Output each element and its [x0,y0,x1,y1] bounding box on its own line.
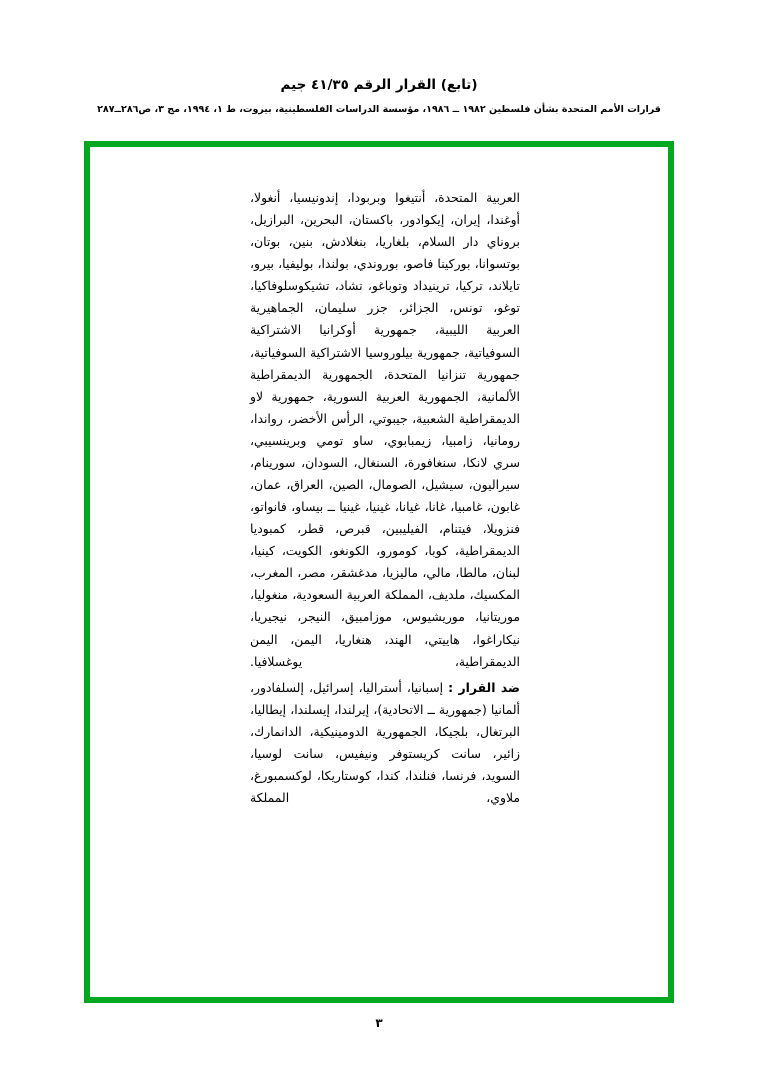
vote-against-label: ضد القرار : [448,679,520,695]
vote-against-paragraph [250,677,520,809]
document-header [0,0,758,116]
page-title: (تابع) القرار الرقم ٤١/٣٥ جيم [280,77,478,93]
source-citation: قرارات الأمم المتحدة بشأن فلسطين ١٩٨٢ ــ ١٩٨٦، مؤسسة الدراسات الفلسطينية، بيروت، ط ١، ١٩٩٤، مج ٣، ص٢٨٦ــ٢٨٧ [97,103,661,115]
resolution-body [250,187,520,809]
vote-for-paragraph: العربية المتحدة، أنتيغوا وبربودا، إندونيسيا، أنغولا، أوغندا، إيران، إيكوادور، باكستان، البحرين، البرازيل، بروناي دار السلام، بلغاريا، بنغلادش، بنين، بوتان، بوتسوانا، بوركينا فاصو، بوروندي، بولندا، بوليفيا، بيرو، تايلاند، تركيا، ترينيداد وتوباغو، تشاد، تشيكوسلوفاكيا، توغو، تونس، الجزائر، جزر سليمان، الجماهيرية العربية الليبية، جمهورية أوكرانيا الاشتراكية السوفياتية، جمهورية بيلوروسيا الاشتراكية السوفياتية، جمهورية تنزانيا المتحدة، الجمهورية الديمقراطية الألمانية، الجمهورية العربية السورية، جمهورية لاو الديمقراطية الشعبية، جيبوتي، الرأس الأخضر، رواندا، رومانيا، زامبيا، زيمبابوي، ساو تومي وبرينسيبي، سري لانكا، سنغافورة، السنغال، السودان، سورينام، سيراليون، سيشيل، الصومال، الصين، العراق، عمان، غابون، غامبيا، غانا، غيانا، غينيا، غينيا ــ بيساو، فانواتو، فنزويلا، فيتنام، الفيليبين، قبرص، قطر، كمبوديا الديمقراطية، كوبا، كومورو، الكونغو، الكويت، كينيا، لبنان، مالطا، مالي، ماليزيا، مدغشقر، مصر، المغرب، المكسيك، ملديف، المملكة العربية السعودية، منغوليا، موريتانيا، موريشيوس، موزامبيق، النيجر، نيجيريا، نيكاراغوا، هاييتي، الهند، هنغاريا، اليمن، اليمن الديمقراطية، يوغسلافيا. [250,190,520,669]
vote-against-list: إسبانيا، أستراليا، إسرائيل، إلسلفادور، ألمانيا (جمهورية ــ الاتحادية)، إيرلندا، إيسلندا، إيطاليا، البرتغال، بلجيكا، الجمهورية الدومينيكية، الدانمارك، زائير، سانت كريستوفر ونيفيس، سانت لوسيا، السويد، فرنسا، فنلندا، كندا، كوستاريكا، لوكسمبورغ، ملاوي، المملكة [250,679,520,806]
content-frame [84,141,674,1003]
page-number: ٣ [375,1016,383,1030]
